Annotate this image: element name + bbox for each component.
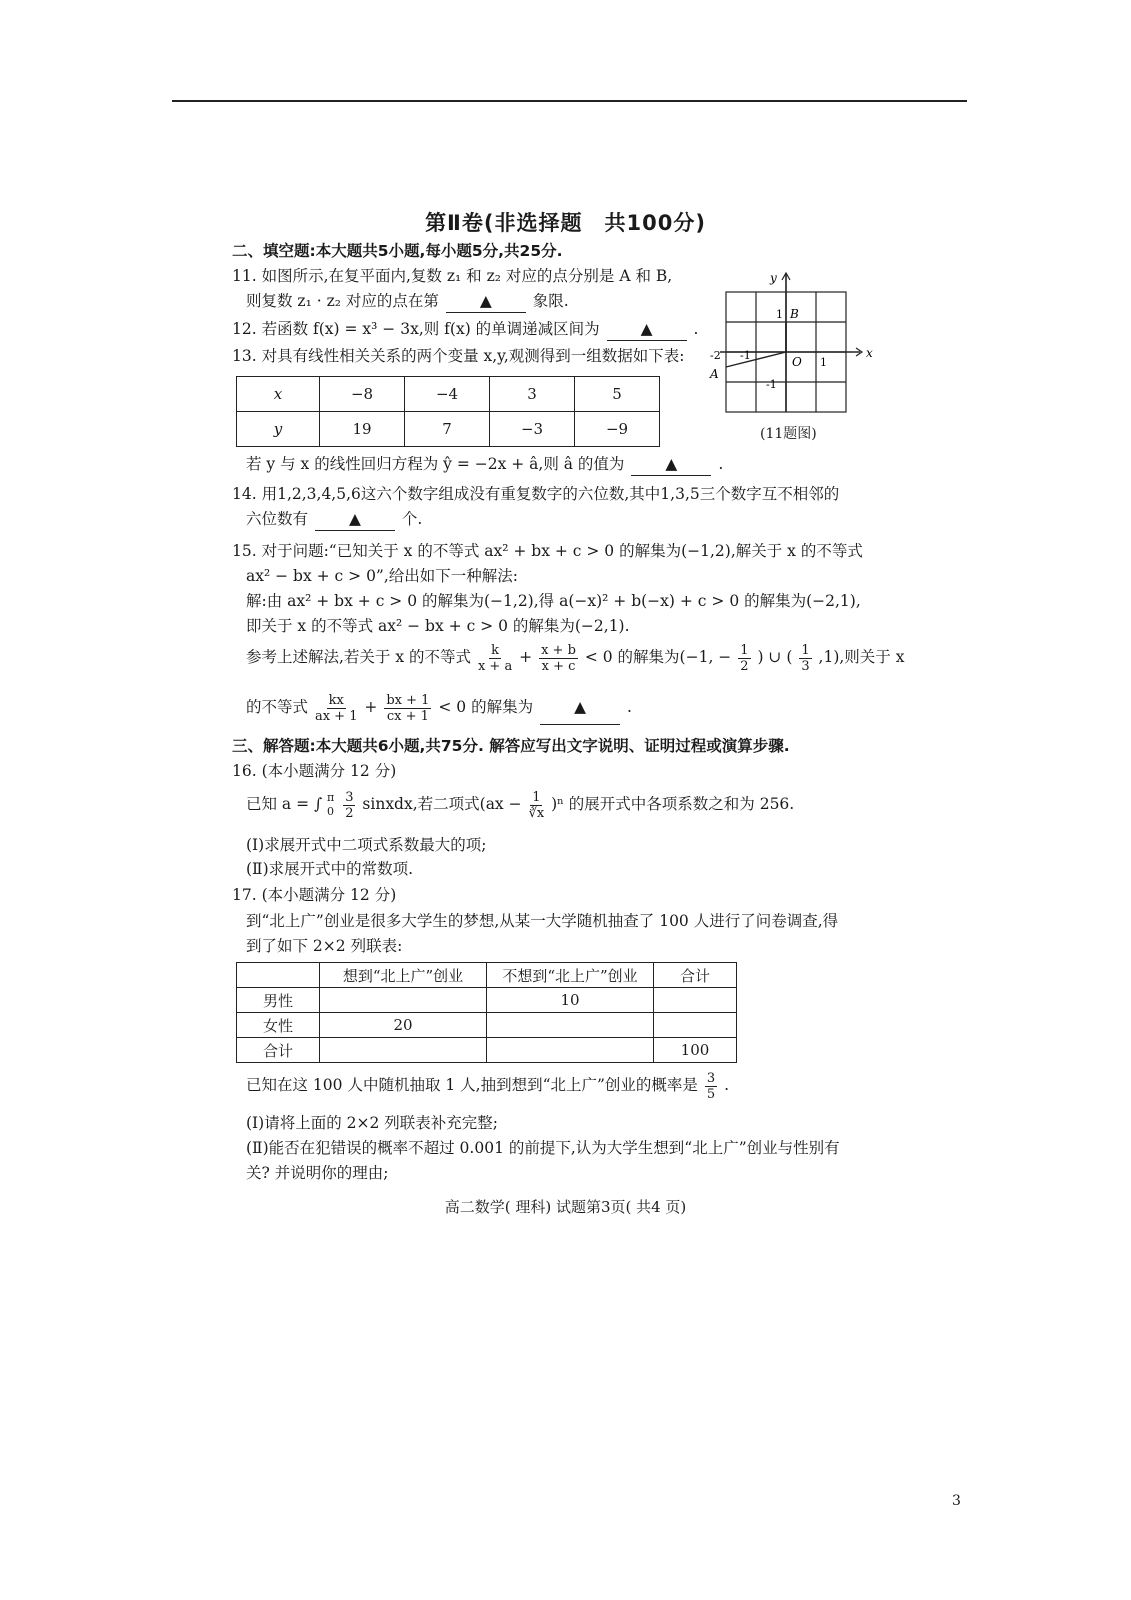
- q17-cell: [320, 1038, 487, 1063]
- fig-x-label: x: [866, 346, 873, 360]
- q17-text-3a: 已知在这 100 人中随机抽取 1 人,抽到想到“北上广”创业的概率是: [246, 1076, 698, 1094]
- q17-cell: 合计: [237, 1038, 320, 1063]
- q16-text-b: sinxdx,若二项式(ax −: [362, 795, 522, 813]
- q15-fraction: [539, 643, 578, 674]
- q16-head: 16. (本小题满分 12 分): [232, 762, 397, 780]
- q17-cell: 10: [487, 988, 654, 1013]
- q17-cell: 20: [320, 1013, 487, 1038]
- q17-line2: 到了如下 2×2 列联表:: [246, 937, 403, 955]
- q16-integral-limits: [327, 791, 334, 819]
- denominator: 2: [345, 805, 354, 821]
- q17-row-female: [237, 1013, 737, 1038]
- q13-cell: 5: [575, 377, 660, 412]
- q17-line3: [246, 1068, 729, 1102]
- q11-line1: 11. 如图所示,在复平面内,复数 z₁ 和 z₂ 对应的点分别是 A 和 B,: [232, 267, 673, 285]
- q11-text-a: 则复数 z₁ · z₂ 对应的点在第: [246, 292, 439, 310]
- q16-fraction: [529, 790, 545, 821]
- q17-header-cell: 合计: [654, 963, 737, 988]
- q13-row-y: [237, 412, 660, 447]
- fig-point-b: B: [790, 307, 799, 321]
- q15-fraction: [315, 693, 358, 724]
- q15-line1: 15. 对于问题:“已知关于 x 的不等式 ax² + bx + c > 0 的解集为(−1,2),解关于 x 的不等式: [232, 542, 863, 560]
- q13-data-table: [236, 376, 660, 447]
- q14-line2: [246, 508, 422, 531]
- q15-fraction: [384, 693, 431, 724]
- denominator: x + c: [541, 658, 576, 674]
- q17-header-cell: 不想到“北上广”创业: [487, 963, 654, 988]
- q17-row-total: [237, 1038, 737, 1063]
- q16-line1: [246, 786, 794, 822]
- fig-one-x: 1: [820, 356, 827, 369]
- q15-text-6a: 的不等式: [246, 698, 309, 716]
- q15-line5: [246, 640, 904, 674]
- q17-cell: [487, 1013, 654, 1038]
- q17-contingency-table: [236, 962, 737, 1063]
- q13-cell: y: [237, 412, 320, 447]
- q15-text-6b: < 0 的解集为: [438, 698, 534, 716]
- denominator: x + a: [477, 658, 513, 674]
- denominator: 2: [740, 658, 749, 674]
- q17-row-male: [237, 988, 737, 1013]
- numerator: 3: [706, 1070, 716, 1086]
- q17-cell: [487, 1038, 654, 1063]
- fig-origin: O: [792, 355, 802, 369]
- q13-row-x: [237, 377, 660, 412]
- fig-point-a: A: [710, 367, 719, 381]
- figure-caption: (11题图): [760, 426, 817, 442]
- q17-fraction: [705, 1071, 717, 1102]
- denominator: ∛x: [528, 805, 545, 821]
- page-footer: 高二数学( 理科) 试题第3页( 共4 页): [444, 1198, 687, 1216]
- numerator: k: [491, 642, 500, 658]
- fig-minus-two-x: -2: [710, 349, 721, 362]
- fig-y-label: y: [770, 271, 777, 285]
- part-title: 第Ⅱ卷(非选择题 共100分): [425, 211, 706, 235]
- numerator: bx + 1: [386, 692, 430, 708]
- numerator: 1: [740, 642, 749, 658]
- fig-minus-one-y: -1: [766, 378, 777, 391]
- q15-fraction: [478, 643, 512, 674]
- q15-text-5a: 参考上述解法,若关于 x 的不等式: [246, 648, 472, 666]
- numerator: 1: [801, 642, 810, 658]
- q15-line2: ax² − bx + c > 0”,给出如下一种解法:: [246, 567, 518, 585]
- q13-cell: −3: [490, 412, 575, 447]
- q17-cell: 100: [654, 1038, 737, 1063]
- q15-text-5b: < 0 的解集为(−1, −: [584, 648, 732, 666]
- q17-header-row: [237, 963, 737, 988]
- q15-line6: [246, 690, 632, 725]
- q15-text-5d: ,1),则关于 x: [818, 648, 905, 666]
- q13-cell: −8: [320, 377, 405, 412]
- q14-answer-blank: ▲: [315, 508, 395, 531]
- numerator: kx: [328, 692, 344, 708]
- q12-text: 12. 若函数 f(x) = x³ − 3x,则 f(x) 的单调递减区间为: [232, 320, 600, 338]
- q17-part2-line1: (Ⅱ)能否在犯错误的概率不超过 0.001 的前提下,认为大学生想到“北上广”创业与性别有: [246, 1139, 840, 1157]
- q13-line1: 13. 对具有线性相关关系的两个变量 x,y,观测得到一组数据如下表:: [232, 347, 685, 365]
- q15-plus: +: [519, 648, 533, 666]
- q15-fraction: [799, 643, 811, 674]
- q17-cell: 男性: [237, 988, 320, 1013]
- q16-text-a: 已知 a = ∫: [246, 795, 323, 813]
- numerator: x + b: [541, 642, 576, 658]
- q11-text-b: 象限.: [532, 292, 569, 310]
- q15-text-5c: ) ∪ (: [757, 648, 793, 666]
- q13-text-a: 若 y 与 x 的线性回归方程为 ŷ = −2x + â,则 â 的值为: [246, 455, 625, 473]
- q13-cell: 7: [405, 412, 490, 447]
- lower-limit: 0: [327, 805, 335, 818]
- q17-text-3b: .: [724, 1076, 730, 1094]
- q17-part1: (Ⅰ)请将上面的 2×2 列联表补充完整;: [246, 1114, 499, 1132]
- section-2-heading: 二、填空题:本大题共5小题,每小题5分,共25分.: [232, 242, 563, 260]
- q13-text-b: .: [718, 455, 724, 473]
- q14-line1: 14. 用1,2,3,4,5,6这六个数字组成没有重复数字的六位数,其中1,3,5三个数字互不相邻的: [232, 485, 840, 503]
- denominator: cx + 1: [386, 708, 429, 724]
- q15-text-6c: .: [626, 698, 632, 716]
- q12-line: [232, 318, 698, 341]
- q15-plus: +: [364, 698, 378, 716]
- page-number: 3: [952, 1493, 961, 1509]
- q17-part2-line2: 关? 并说明你的理由;: [246, 1164, 389, 1182]
- section-3-heading: 三、解答题:本大题共6小题,共75分. 解答应写出文字说明、证明过程或演算步骤.: [232, 737, 790, 755]
- q16-part1: (Ⅰ)求展开式中二项式系数最大的项;: [246, 836, 487, 854]
- q11-line2: [246, 290, 569, 313]
- q13-cell: 3: [490, 377, 575, 412]
- denominator: 5: [706, 1086, 716, 1102]
- numerator: 3: [345, 789, 354, 805]
- q17-line1: 到“北上广”创业是很多大学生的梦想,从某一大学随机抽查了 100 人进行了问卷调查,得: [246, 912, 839, 930]
- q17-cell: [654, 1013, 737, 1038]
- q14-text-a: 六位数有: [246, 510, 309, 528]
- q11-answer-blank: ▲: [446, 290, 526, 313]
- q17-cell: 女性: [237, 1013, 320, 1038]
- fig-minus-one-x: -1: [740, 349, 751, 362]
- q17-cell: [654, 988, 737, 1013]
- q13-line2: [246, 453, 723, 476]
- denominator: ax + 1: [314, 708, 358, 724]
- q17-cell: [320, 988, 487, 1013]
- q17-head: 17. (本小题满分 12 分): [232, 886, 397, 904]
- q16-fraction: [343, 790, 355, 821]
- q13-cell: x: [237, 377, 320, 412]
- q12-end: .: [693, 320, 699, 338]
- q13-answer-blank: ▲: [631, 453, 711, 476]
- q17-header-cell: [237, 963, 320, 988]
- numerator: 1: [532, 789, 541, 805]
- q14-text-b: 个.: [401, 510, 423, 528]
- upper-limit: π: [327, 791, 335, 804]
- q15-line4: 即关于 x 的不等式 ax² − bx + c > 0 的解集为(−2,1).: [246, 617, 630, 635]
- header-rule: [172, 100, 967, 102]
- q13-cell: 19: [320, 412, 405, 447]
- q15-fraction: [738, 643, 750, 674]
- q15-answer-blank: ▲: [540, 690, 620, 725]
- q13-cell: −9: [575, 412, 660, 447]
- denominator: 3: [801, 658, 810, 674]
- q16-part2: (Ⅱ)求展开式中的常数项.: [246, 860, 414, 878]
- q15-line3: 解:由 ax² + bx + c > 0 的解集为(−1,2),得 a(−x)² + b(−x) + c > 0 的解集为(−2,1),: [246, 592, 861, 610]
- fig-one-y: 1: [776, 308, 783, 321]
- q13-cell: −4: [405, 377, 490, 412]
- complex-plane-figure: [710, 270, 880, 420]
- q12-answer-blank: ▲: [607, 318, 687, 341]
- q16-text-c: )ⁿ 的展开式中各项系数之和为 256.: [551, 795, 795, 813]
- q17-header-cell: 想到“北上广”创业: [320, 963, 487, 988]
